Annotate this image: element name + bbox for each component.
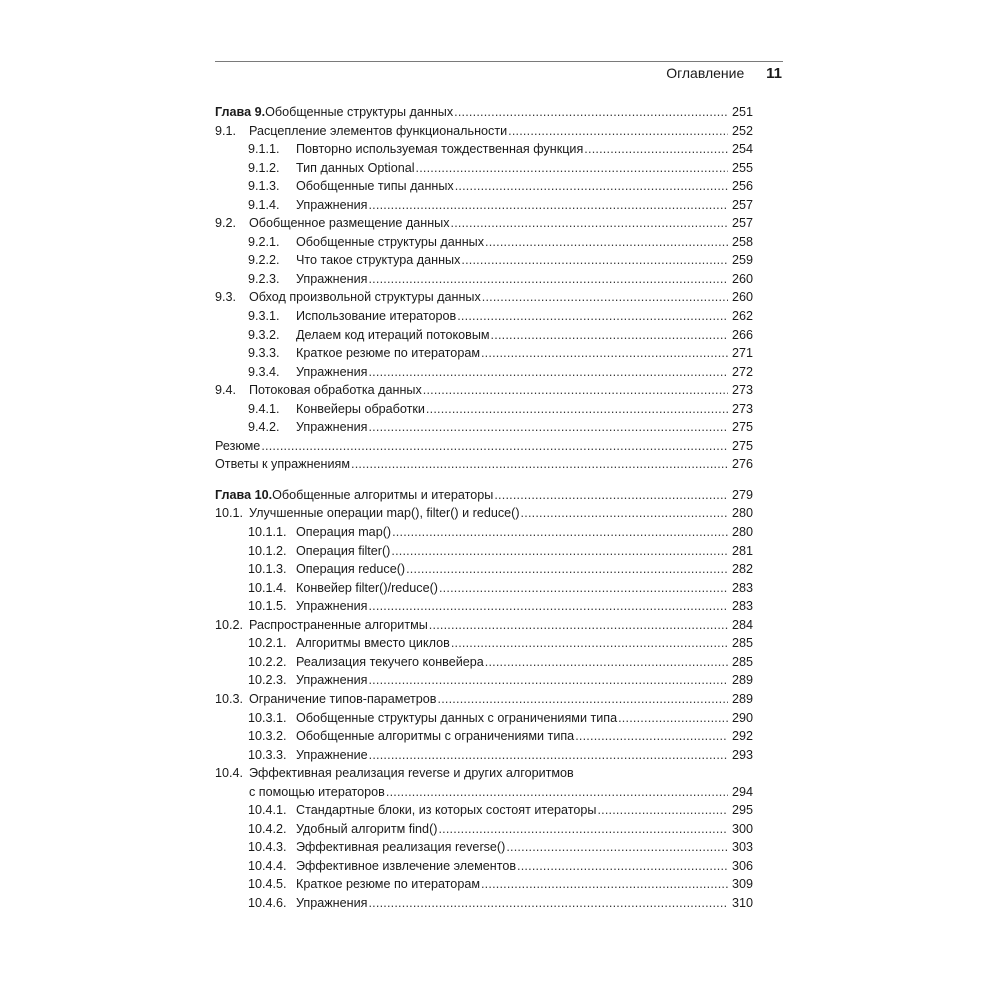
toc-entry-number: 9.3. (215, 290, 237, 305)
toc-entry (215, 746, 753, 765)
toc-entry (215, 653, 753, 672)
toc-entry-number: 9.1.3. (248, 179, 280, 194)
toc-dot-leader (438, 820, 728, 839)
toc-entry-number: 10.1.5. (248, 599, 287, 614)
toc-entry (215, 122, 753, 141)
toc-entry-number: 10.3.1. (248, 710, 287, 725)
toc-entry (215, 307, 753, 326)
toc-chapter-entry (215, 103, 753, 122)
toc-entry-number: 10.2.2. (248, 654, 287, 669)
toc-entry (215, 783, 753, 802)
toc-entry (215, 159, 753, 178)
toc-entry (215, 875, 753, 894)
toc-entry-page: 292 (731, 729, 753, 744)
toc-entry-number: 10.1.3. (248, 562, 287, 577)
toc-dot-leader (491, 326, 728, 345)
toc-entry-page: 254 (731, 142, 753, 157)
toc-dot-leader (597, 801, 728, 820)
toc-entry-title: Улучшенные операции map(), filter() и reduce() (249, 506, 520, 521)
toc-dot-leader (416, 159, 728, 178)
toc-entry-title: Потоковая обработка данных (249, 383, 422, 398)
toc-entry-title: с помощью итераторов (249, 784, 385, 799)
toc-entry (215, 326, 753, 345)
toc-entry-title: Повторно используемая тождественная функция (296, 142, 584, 157)
toc-entry (215, 579, 753, 598)
toc-entry-page: 289 (731, 673, 753, 688)
toc-entry-number: 9.1.4. (248, 197, 280, 212)
toc-entry (215, 363, 753, 382)
toc-entry (215, 437, 753, 456)
toc-entry-title: Операция map() (296, 525, 392, 540)
toc-entry-page: 282 (731, 562, 753, 577)
toc-entry (215, 727, 753, 746)
toc-entry-title: Что такое структура данных (296, 253, 461, 268)
toc-entry-title: Обобщенные алгоритмы и итераторы (272, 487, 494, 502)
toc-entry (215, 381, 753, 400)
toc-dot-leader (618, 709, 728, 728)
toc-entry-page: 273 (731, 401, 753, 416)
toc-entry (215, 820, 753, 839)
toc-entry-title: Краткое резюме по итераторам (296, 877, 480, 892)
toc-entry-page: 275 (731, 438, 753, 453)
toc-dot-leader (423, 381, 728, 400)
toc-entry-page: 252 (731, 123, 753, 138)
toc-dot-leader (451, 634, 728, 653)
toc-entry-page: 256 (731, 179, 753, 194)
toc-entry-number: 10.4.5. (248, 877, 287, 892)
toc-entry-number: 10.2.1. (248, 636, 287, 651)
toc-entry-number: 10.4.3. (248, 840, 287, 855)
toc-entry-title: Обобщенные типы данных (296, 179, 454, 194)
toc-dot-leader (521, 504, 728, 523)
toc-entry-title: Тип данных Optional (296, 160, 415, 175)
toc-entry-number: 9.2.3. (248, 271, 280, 286)
toc-entry-page: 293 (731, 747, 753, 762)
table-of-contents (215, 103, 753, 913)
toc-entry-page: 260 (731, 290, 753, 305)
toc-entry-number: 9.2. (215, 216, 237, 231)
toc-entry-title: Распространенные алгоритмы (249, 617, 428, 632)
toc-entry (215, 196, 753, 215)
toc-entry-number: 10.3.3. (248, 747, 287, 762)
toc-dot-leader (584, 140, 728, 159)
toc-entry-page: 281 (731, 543, 753, 558)
toc-entry-number: 9.4.1. (248, 401, 280, 416)
toc-entry (215, 233, 753, 252)
toc-entry (215, 523, 753, 542)
toc-entry-title: Обобщенные структуры данных (265, 105, 454, 119)
toc-entry-number: 10.4.1. (248, 803, 287, 818)
toc-dot-leader (506, 838, 728, 857)
toc-entry (215, 344, 753, 363)
toc-entry-number: 10.4.2. (248, 821, 287, 836)
toc-dot-leader (517, 857, 728, 876)
toc-entry (215, 560, 753, 579)
toc-entry-title: Ограничение типов-параметров (249, 691, 437, 706)
toc-entry-title: Упражнения (296, 599, 368, 614)
toc-entry-page: 260 (731, 271, 753, 286)
toc-entry-number: 9.1.2. (248, 160, 280, 175)
toc-entry-page: 303 (731, 840, 753, 855)
toc-dot-leader (439, 579, 728, 598)
toc-entry-page: 289 (731, 691, 753, 706)
toc-entry-page: 300 (731, 821, 753, 836)
toc-entry-title: Упражнения (296, 673, 368, 688)
toc-entry (215, 894, 753, 913)
toc-dot-leader (351, 455, 728, 474)
toc-dot-leader (454, 103, 728, 122)
toc-entry-number: 10.4. (215, 766, 244, 781)
toc-entry-page: 257 (731, 216, 753, 231)
toc-entry-number: 9.3.3. (248, 346, 280, 361)
toc-entry-number: 10.2.3. (248, 673, 287, 688)
toc-entry-title: Расцепление элементов функциональности (249, 123, 508, 138)
toc-entry-title: Упражнения (296, 420, 368, 435)
toc-entry (215, 542, 753, 561)
toc-entry-page: 290 (731, 710, 753, 725)
toc-dot-leader (368, 894, 728, 913)
toc-entry-page: 276 (731, 457, 753, 472)
toc-entry-page: 285 (731, 654, 753, 669)
toc-entry-title: Эффективная реализация reverse() (296, 840, 506, 855)
toc-entry-title: Конвейер filter()/reduce() (296, 580, 438, 595)
toc-entry-title: Обобщенные структуры данных (296, 234, 485, 249)
toc-entry (215, 709, 753, 728)
toc-entry (215, 616, 753, 635)
toc-dot-leader (386, 783, 728, 802)
toc-dot-leader (481, 344, 728, 363)
toc-entry (215, 455, 753, 474)
toc-dot-leader (426, 400, 728, 419)
toc-entry-title: Краткое резюме по итераторам (296, 346, 480, 361)
toc-entry-title: Упражнения (296, 364, 368, 379)
toc-entry-page: 251 (731, 105, 753, 119)
toc-entry-page: 280 (731, 506, 753, 521)
toc-entry-number: 9.2.1. (248, 234, 280, 249)
toc-entry-title: Ответы к упражнениям (215, 457, 351, 472)
toc-entry-number: 10.2. (215, 617, 244, 632)
toc-entry-number: 9.3.4. (248, 364, 280, 379)
toc-entry-number: 10.1. (215, 506, 244, 521)
toc-entry-title: Делаем код итераций потоковым (296, 327, 490, 342)
toc-entry (215, 270, 753, 289)
toc-entry-page: 294 (731, 784, 753, 799)
toc-entry-number: 10.4.4. (248, 858, 287, 873)
toc-entry-page: 309 (731, 877, 753, 892)
toc-dot-leader (485, 233, 728, 252)
toc-entry (215, 857, 753, 876)
toc-entry-title: Обобщенные алгоритмы с ограничениями типа (296, 729, 575, 744)
toc-dot-leader (368, 363, 728, 382)
toc-chapter-entry (215, 486, 753, 505)
toc-entry (215, 140, 753, 159)
toc-dot-leader (391, 542, 728, 561)
toc-entry (215, 177, 753, 196)
toc-entry-number: 9.1. (215, 123, 237, 138)
toc-entry-title: Обобщенное размещение данных (249, 216, 450, 231)
toc-entry-number: 9.3.2. (248, 327, 280, 342)
toc-dot-leader (368, 671, 728, 690)
toc-dot-leader (485, 653, 728, 672)
toc-entry-page: 258 (731, 234, 753, 249)
toc-entry-page: 284 (731, 617, 753, 632)
toc-entry-page: 271 (731, 346, 753, 361)
toc-entry-title: Конвейеры обработки (296, 401, 425, 416)
toc-entry-page: 285 (731, 636, 753, 651)
toc-entry-title: Алгоритмы вместо циклов (296, 636, 450, 651)
toc-entry-title: Упражнение (296, 747, 368, 762)
toc-entry-number: 10.3.2. (248, 729, 287, 744)
toc-dot-leader (455, 177, 728, 196)
toc-entry (215, 418, 753, 437)
toc-entry-title: Обход произвольной структуры данных (249, 290, 481, 305)
running-header (666, 64, 782, 83)
toc-entry (215, 764, 753, 783)
toc-dot-leader (368, 270, 728, 289)
running-header-page-number: 11 (766, 65, 782, 82)
toc-entry (215, 671, 753, 690)
toc-dot-leader (438, 690, 729, 709)
toc-dot-leader (368, 196, 728, 215)
toc-entry-page: 266 (731, 327, 753, 342)
toc-entry-page: 283 (731, 599, 753, 614)
toc-entry-page: 275 (731, 420, 753, 435)
toc-entry-title: Операция reduce() (296, 562, 406, 577)
toc-entry-title: Обобщенные структуры данных с ограничениями типа (296, 710, 618, 725)
toc-entry-number: 9.2.2. (248, 253, 280, 268)
toc-entry-title: Реализация текучего конвейера (296, 654, 484, 669)
toc-dot-leader (392, 523, 728, 542)
toc-entry (215, 597, 753, 616)
running-header-section: Оглавление (666, 65, 745, 81)
toc-entry-number: 9.1.1. (248, 142, 280, 157)
toc-entry (215, 690, 753, 709)
toc-entry-title: Резюме (215, 438, 261, 453)
toc-entry-page: 259 (731, 253, 753, 268)
toc-dot-leader (369, 746, 728, 765)
toc-entry-number: 10.1.2. (248, 543, 287, 558)
toc-dot-leader (451, 214, 729, 233)
toc-entry-title: Эффективное извлечение элементов (296, 858, 517, 873)
toc-entry-title: Упражнения (296, 271, 368, 286)
toc-entry (215, 214, 753, 233)
toc-entry (215, 504, 753, 523)
toc-entry-title: Удобный алгоритм find() (296, 821, 438, 836)
toc-entry-page: 306 (731, 858, 753, 873)
toc-entry (215, 400, 753, 419)
toc-entry-title: Стандартные блоки, из которых состоят итераторы (296, 803, 597, 818)
toc-entry-number: Глава 10. (215, 487, 273, 502)
toc-entry-page: 280 (731, 525, 753, 540)
toc-entry (215, 634, 753, 653)
toc-dot-leader (482, 288, 728, 307)
toc-dot-leader (368, 418, 728, 437)
chapter-gap (215, 474, 753, 486)
toc-entry-number: 10.1.1. (248, 525, 287, 540)
toc-entry-page: 283 (731, 580, 753, 595)
toc-entry-page: 257 (731, 197, 753, 212)
toc-dot-leader (406, 560, 728, 579)
toc-entry (215, 801, 753, 820)
toc-entry-number: Глава 9. (215, 105, 266, 119)
toc-entry (215, 251, 753, 270)
header-rule (215, 61, 783, 62)
toc-entry-number: 9.4.2. (248, 420, 280, 435)
toc-entry-page: 255 (731, 160, 753, 175)
toc-dot-leader (368, 597, 728, 616)
toc-entry (215, 288, 753, 307)
toc-dot-leader (429, 616, 728, 635)
toc-dot-leader (461, 251, 728, 270)
toc-entry-number: 10.3. (215, 691, 244, 706)
toc-entry-page: 295 (731, 803, 753, 818)
toc-entry-title: Операция filter() (296, 543, 391, 558)
toc-entry-page: 273 (731, 383, 753, 398)
toc-entry-title: Упражнения (296, 197, 368, 212)
toc-dot-leader (481, 875, 728, 894)
toc-entry-title: Эффективная реализация reverse и других алгоритмов (249, 766, 574, 781)
toc-entry-title: Упражнения (296, 895, 368, 910)
toc-entry-number: 9.4. (215, 383, 237, 398)
toc-entry-number: 9.3.1. (248, 309, 280, 324)
toc-dot-leader (457, 307, 728, 326)
toc-entry-number: 10.1.4. (248, 580, 287, 595)
toc-entry-page: 272 (731, 364, 753, 379)
toc-entry-page: 279 (731, 487, 753, 502)
toc-entry-page: 310 (731, 895, 753, 910)
toc-dot-leader (575, 727, 728, 746)
toc-entry-page: 262 (731, 309, 753, 324)
toc-entry-title: Использование итераторов (296, 309, 457, 324)
toc-dot-leader (494, 486, 728, 505)
toc-dot-leader (508, 122, 728, 141)
toc-entry-number: 10.4.6. (248, 895, 287, 910)
toc-dot-leader (261, 437, 728, 456)
toc-entry (215, 838, 753, 857)
